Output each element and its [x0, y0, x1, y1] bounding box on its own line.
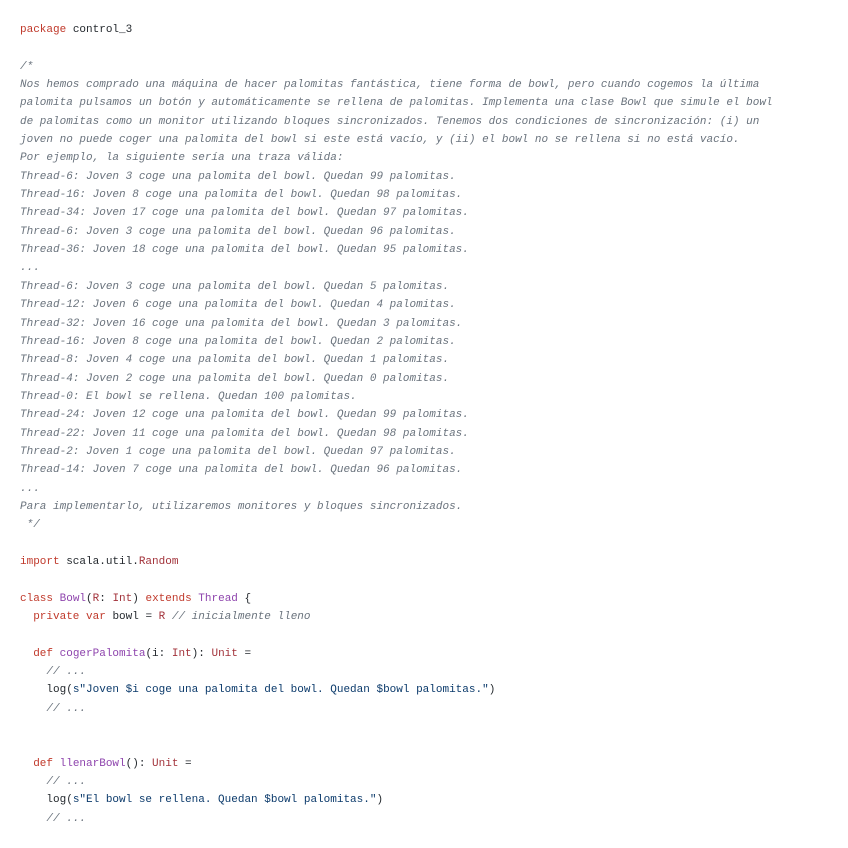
code-token-plain: [20, 813, 46, 825]
code-token-plain: [165, 611, 172, 623]
code-token-fn: cogerPalomita: [59, 647, 146, 660]
code-token-plain: ): [488, 684, 496, 697]
code-token-type: R: [158, 611, 166, 623]
code-line: [20, 241, 848, 259]
code-token-comment: Thread-32: Joven 16 coge una palomita del bowl. Quedan 3 palomitas.: [20, 317, 463, 330]
code-token-classname: Bowl: [59, 592, 87, 605]
code-line: [20, 681, 848, 699]
code-token-plain: =: [237, 647, 252, 660]
code-token-comment: Thread-16: Joven 8 coge una palomita del bowl. Quedan 2 palomitas.: [20, 335, 456, 348]
code-line: [20, 571, 848, 589]
code-line: [20, 700, 848, 718]
code-line: [20, 498, 848, 516]
code-line: [20, 223, 848, 241]
code-token-type: Int: [112, 592, 133, 605]
code-token-comment: Thread-24: Joven 12 coge una palomita del bowl. Quedan 99 palomitas.: [20, 409, 469, 422]
code-line: [20, 810, 848, 828]
code-token-string: s"El bowl se rellena. Quedan $bowl palomitas.": [72, 794, 377, 807]
code-token-comment: Thread-16: Joven 8 coge una palomita del bowl. Quedan 98 palomitas.: [20, 189, 463, 202]
code-line: [20, 626, 848, 644]
code-token-keyword: package: [20, 24, 67, 36]
code-line: [20, 113, 848, 131]
code-token-comment: Thread-8: Joven 4 coge una palomita del bowl. Quedan 1 palomitas.: [20, 354, 450, 367]
code-token-comment: palomita pulsamos un botón y automáticamente se rellena de palomitas. Implementa una clase Bowl que simule el bowl: [20, 97, 773, 110]
code-token-plain: bowl =: [105, 611, 159, 623]
code-token-plain: [20, 648, 33, 660]
code-token-comment: Para implementarlo, utilizaremos monitores y bloques sincronizados.: [20, 500, 463, 513]
code-line: [20, 204, 848, 222]
code-line: [20, 388, 848, 406]
code-token-plain: {: [237, 592, 252, 605]
code-token-plain: [53, 758, 60, 770]
code-line: [20, 736, 848, 754]
code-token-comment: Thread-6: Joven 3 coge una palomita del bowl. Quedan 99 palomitas.: [20, 170, 456, 183]
code-token-plain: [53, 648, 60, 660]
code-line: [20, 259, 848, 277]
code-line: [20, 425, 848, 443]
code-token-comment: Thread-6: Joven 3 coge una palomita del bowl. Quedan 5 palomitas.: [20, 280, 450, 293]
code-token-fn: llenarBowl: [59, 757, 126, 770]
code-token-comment: Thread-34: Joven 17 coge una palomita del bowl. Quedan 97 palomitas.: [20, 207, 469, 220]
code-token-type: Int: [171, 647, 192, 660]
code-token-keyword: def: [33, 757, 54, 770]
code-token-comment: Thread-0: El bowl se rellena. Quedan 100 palomitas.: [20, 390, 357, 403]
code-token-plain: scala.util.: [59, 555, 139, 568]
code-token-comment: Thread-4: Joven 2 coge una palomita del bowl. Quedan 0 palomitas.: [20, 372, 450, 385]
code-token-type: Random: [138, 555, 179, 568]
code-line: [20, 645, 848, 663]
code-line: [20, 315, 848, 333]
code-line: [20, 186, 848, 204]
code-token-keyword: private: [33, 611, 80, 623]
code-line: [20, 21, 848, 39]
code-line: [20, 443, 848, 461]
code-token-plain: (: [86, 592, 93, 605]
code-token-plain: =: [178, 757, 192, 770]
code-token-plain: ): [376, 794, 384, 807]
code-token-comment: // ...: [46, 776, 87, 789]
code-token-plain: ):: [191, 647, 212, 660]
code-token-keyword: var: [86, 611, 106, 623]
code-line: [20, 535, 848, 553]
code-token-comment: // inicialmente lleno: [171, 611, 311, 623]
code-token-classname: Thread: [198, 592, 238, 605]
code-line: [20, 149, 848, 167]
code-token-keyword: class: [20, 592, 54, 605]
code-line: [20, 755, 848, 773]
code-token-comment: /*: [20, 60, 34, 73]
code-token-plain: ): [132, 592, 146, 605]
code-line: [20, 333, 848, 351]
code-token-comment: ...: [20, 262, 40, 275]
code-line: [20, 773, 848, 791]
code-token-comment: Nos hemos comprado una máquina de hacer palomitas fantástica, tiene forma de bowl, pero cuando cogemos la última: [20, 79, 760, 92]
code-token-plain: [20, 666, 46, 678]
code-token-string: s"Joven $i coge una palomita del bowl. Quedan $bowl palomitas.": [72, 684, 489, 697]
code-token-comment: ...: [20, 482, 40, 495]
code-token-keyword: extends: [145, 592, 192, 605]
code-token-type: Unit: [211, 647, 238, 660]
code-line: [20, 168, 848, 186]
code-line: [20, 76, 848, 94]
code-line: [20, 718, 848, 736]
code-line: [20, 461, 848, 479]
code-token-comment: Thread-2: Joven 1 coge una palomita del bowl. Quedan 97 palomitas.: [20, 445, 456, 458]
code-token-comment: Thread-6: Joven 3 coge una palomita del bowl. Quedan 96 palomitas.: [20, 225, 456, 238]
code-token-plain: [20, 776, 46, 788]
code-token-plain: log(: [20, 794, 73, 807]
code-token-plain: log(: [20, 684, 73, 697]
code-line: [20, 351, 848, 369]
code-line: [20, 131, 848, 149]
code-line: [20, 480, 848, 498]
code-line: [20, 590, 848, 608]
code-token-comment: joven no puede coger una palomita del bowl si este está vacío, y (ii) el bowl no se rellena si no está vacío.: [20, 134, 740, 147]
code-token-type: Unit: [152, 757, 179, 770]
code-line: [20, 278, 848, 296]
code-token-comment: Thread-36: Joven 18 coge una palomita del bowl. Quedan 95 palomitas.: [20, 244, 469, 257]
code-token-type: R: [92, 592, 100, 605]
code-token-keyword: import: [20, 555, 60, 568]
code-line: [20, 516, 848, 534]
code-line: [20, 39, 848, 57]
code-line: [20, 406, 848, 424]
code-token-plain: :: [99, 592, 113, 605]
code-token-comment: // ...: [46, 666, 87, 679]
code-line: [20, 58, 848, 76]
code-line: [20, 94, 848, 112]
code-line: [20, 791, 848, 809]
code-token-comment: Thread-14: Joven 7 coge una palomita del bowl. Quedan 96 palomitas.: [20, 464, 463, 477]
code-token-plain: [53, 593, 60, 605]
code-token-plain: ():: [125, 757, 153, 770]
code-token-plain: control_3: [66, 24, 133, 36]
code-token-comment: // ...: [46, 812, 87, 825]
code-line: [20, 296, 848, 314]
code-line: [20, 553, 848, 571]
code-token-keyword: def: [33, 647, 54, 660]
code-token-comment: Thread-12: Joven 6 coge una palomita del bowl. Quedan 4 palomitas.: [20, 299, 456, 312]
code-line: [20, 663, 848, 681]
code-token-comment: */: [20, 519, 40, 532]
code-token-comment: Por ejemplo, la siguiente sería una traza válida:: [20, 152, 344, 165]
code-token-plain: [20, 703, 46, 715]
code-token-comment: // ...: [46, 702, 87, 715]
code-line: [20, 608, 848, 626]
code-token-comment: Thread-22: Joven 11 coge una palomita del bowl. Quedan 98 palomitas.: [20, 427, 469, 440]
code-token-plain: [20, 611, 33, 623]
code-token-plain: [20, 758, 33, 770]
code-token-plain: (i:: [145, 647, 172, 660]
code-token-comment: de palomitas como un monitor utilizando bloques sincronizados. Tenemos dos condiciones de sincronización: (i) un: [20, 115, 760, 128]
code-line: [20, 370, 848, 388]
